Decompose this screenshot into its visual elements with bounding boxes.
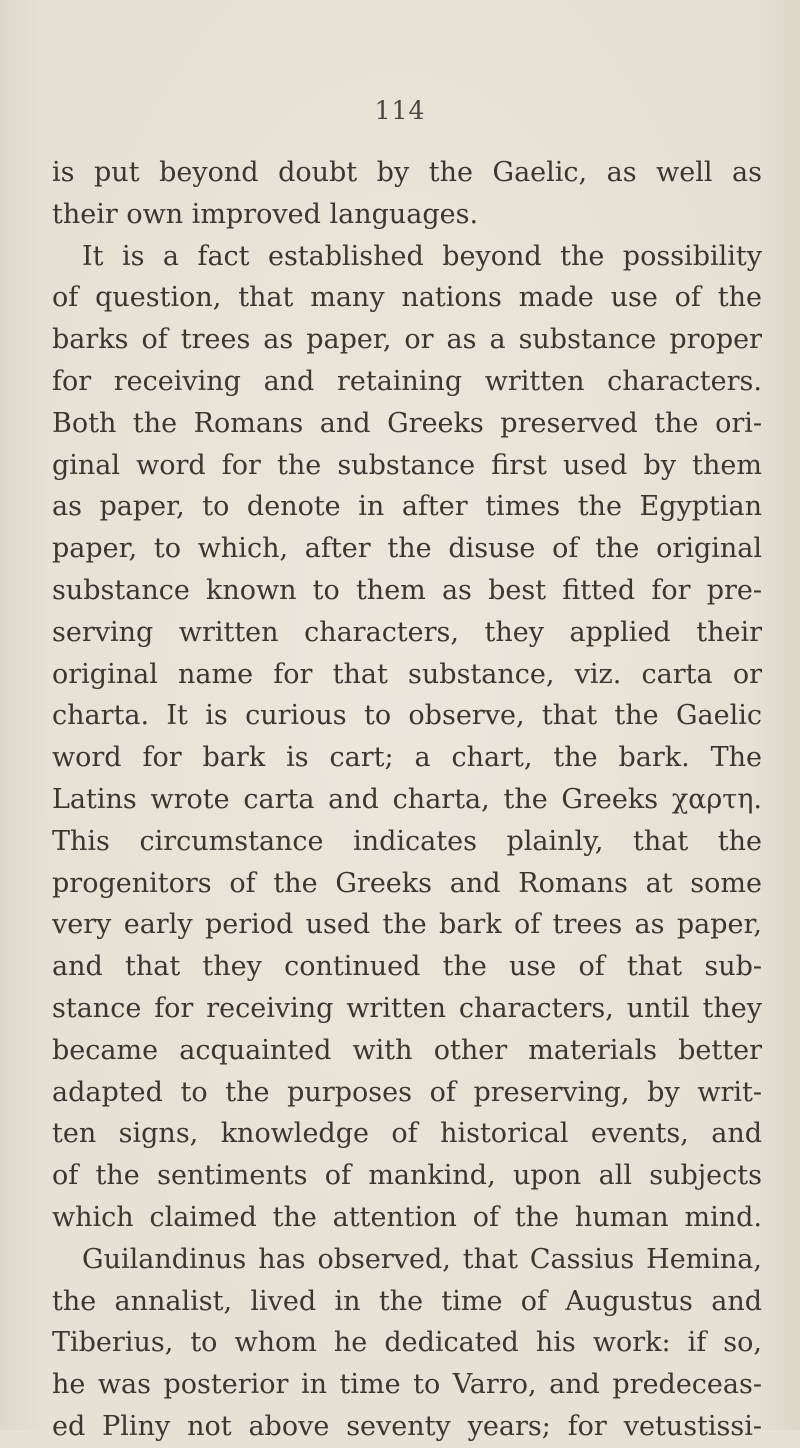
text-line: substance known to them as best fitted for pre- (52, 574, 762, 606)
body-text (52, 152, 762, 1448)
text-line: became acquainted with other materials better (52, 1034, 762, 1066)
page-number: 114 (374, 96, 426, 125)
text-line: ten signs, knowledge of historical events, and (52, 1118, 762, 1150)
text-line: Both the Romans and Greeks preserved the ori- (52, 407, 762, 439)
text-line: word for bark is cart; a chart, the bark. The (52, 742, 762, 774)
text-line: barks of trees as paper, or as a substance proper (52, 324, 762, 356)
text-line: the annalist, lived in the time of Augustus and (52, 1285, 762, 1317)
text-line: very early period used the bark of trees as paper, (52, 909, 762, 941)
text-line: as paper, to denote in after times the Egyptian (52, 491, 762, 523)
text-line: for receiving and retaining written characters. (52, 365, 762, 397)
text-line: Latins wrote carta and charta, the Greeks χαρτη. (52, 783, 762, 815)
text-line: paper, to which, after the disuse of the original (52, 533, 762, 565)
text-line: charta. It is curious to observe, that the Gaelic (52, 700, 762, 732)
text-line: serving written characters, they applied their (52, 616, 762, 648)
text-line: he was posterior in time to Varro, and predeceas- (52, 1369, 762, 1401)
text-line: adapted to the purposes of preserving, by writ- (52, 1076, 762, 1108)
text-line: original name for that substance, viz. carta or (52, 658, 762, 690)
text-line: of question, that many nations made use of the (52, 282, 762, 314)
text-line: progenitors of the Greeks and Romans at some (52, 867, 762, 899)
text-line: This circumstance indicates plainly, that the (52, 825, 762, 857)
text-line: ginal word for the substance first used by them (52, 449, 762, 481)
text-line: is put beyond doubt by the Gaelic, as well as (52, 157, 762, 188)
text-line: their own improved languages. (52, 198, 479, 230)
text-line: of the sentiments of mankind, upon all subjects (52, 1160, 762, 1192)
text-line: It is a fact established beyond the possibility (82, 240, 762, 272)
text-line: Tiberius, to whom he dedicated his work: if so, (52, 1327, 762, 1359)
text-line: ed Pliny not above seventy years; for vetustissi- (52, 1410, 762, 1442)
text-line: which claimed the attention of the human mind. (52, 1201, 762, 1233)
text-line: stance for receiving written characters, until they (52, 992, 762, 1024)
text-line: Guilandinus has observed, that Cassius Hemina, (82, 1243, 762, 1275)
text-line: and that they continued the use of that sub- (52, 951, 762, 983)
